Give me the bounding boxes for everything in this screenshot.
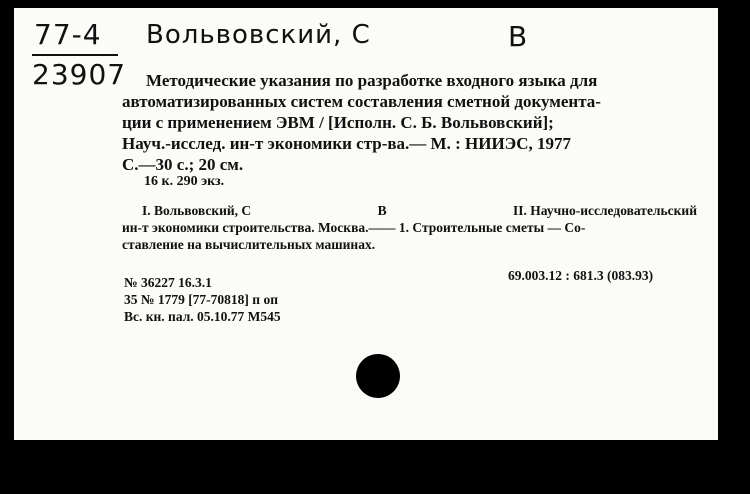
title-line-1: Методические указания по разработке входного языка для xyxy=(146,71,598,90)
tracing-item-2: II. Научно-исследовательский xyxy=(513,203,697,218)
title-line-4: Науч.-исслед. ин-т экономики стр-ва.— М. : НИИЭС, 1977 xyxy=(122,134,571,153)
tracing-line-2: ин-т экономики строительства. Москва.—— 1. Строительные сметы — Со- xyxy=(122,220,586,235)
code-line-2: 35 № 1779 [77-70818] п оп xyxy=(124,292,278,307)
punch-hole xyxy=(356,354,400,398)
code-line-1: № 36227 16.3.1 xyxy=(124,275,212,290)
title-line-2: автоматизированных систем составления сметной документа- xyxy=(122,92,601,111)
underline xyxy=(32,54,118,56)
udc-code: 69.003.12 : 681.3 (083.93) xyxy=(508,268,654,283)
title-line-3: ции с применением ЭВМ / [Исполн. С. Б. Вольвовский]; xyxy=(122,113,554,132)
handwritten-letter: В xyxy=(508,20,529,53)
tracing-item-1: I. Вольвовский, С xyxy=(142,203,252,218)
title-line-5: С.—30 с.; 20 см. xyxy=(122,155,244,174)
call-number-bottom: 23907 xyxy=(32,58,127,91)
code-line-3: Вс. кн. пал. 05.10.77 М545 xyxy=(124,309,281,324)
catalog-card xyxy=(14,8,718,440)
tracing-line-3: ставление на вычислительных машинах. xyxy=(122,237,376,252)
handwritten-author: Вольвовский, С xyxy=(146,20,371,50)
copies-info: 16 к. 290 экз. xyxy=(144,174,225,189)
bibliographic-description xyxy=(122,70,692,175)
tracing-line-1 xyxy=(122,202,697,219)
tracing-block xyxy=(122,202,697,253)
registry-codes xyxy=(124,274,281,325)
tracing-item-1-letter: В xyxy=(377,203,387,218)
call-number-top: 77-4 xyxy=(34,18,102,51)
